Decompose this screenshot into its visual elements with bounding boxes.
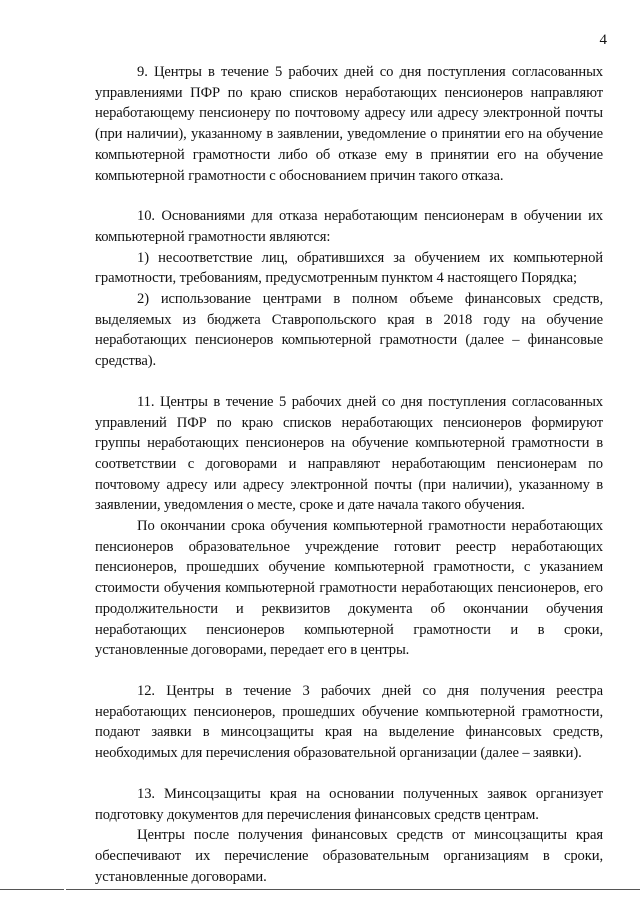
section-13 — [95, 784, 603, 888]
paragraph-9: 9. Центры в течение 5 рабочих дней со дня поступления согласованных управлениями ПФР по краю списков неработающих пенсионеров направляют неработающему пенсионеру по почтовому адресу или адресу электронной почты (при наличии), указанному в заявлении, уведомление о принятии его на обучение компьютерной грамотности либо об отказе ему в принятии его на обучение компьютерной грамотности с обоснованием причин такого отказа. — [95, 64, 603, 184]
paragraph-10-item-1: 1) несоответствие лиц, обратившихся за обучением их компьютерной грамотности, требованиям, предусмотренным пунктом 4 настоящего Порядка; — [95, 249, 603, 287]
section-9 — [95, 62, 603, 186]
section-11 — [95, 392, 603, 661]
section-10 — [95, 206, 603, 372]
paragraph-13-centers: Центры после получения финансовых средств от минсоцзащиты края обеспечивают их перечисление образовательным организациям в сроки, установленные договорами. — [95, 827, 603, 885]
document-body — [95, 62, 603, 887]
page-number: 4 — [599, 32, 607, 48]
section-gap — [95, 661, 603, 681]
footer-rule-left — [0, 889, 64, 890]
section-12 — [95, 681, 603, 764]
section-gap — [95, 372, 603, 392]
paragraph-12: 12. Центры в течение 3 рабочих дней со дня получения реестра неработающих пенсионеров, прошедших обучение компьютерной грамотности, подают заявки в минсоцзащиты края на выделение финансовых средств, необходимых для перечисления образовательной организации (далее – заявки). — [95, 682, 603, 762]
footer-rule-right — [66, 889, 640, 890]
paragraph-11: 11. Центры в течение 5 рабочих дней со дня поступления согласованных управлений ПФР по краю списков неработающих пенсионеров формируют группы неработающих пенсионеров на обучение компьютерной грамотности в соответствии с договорами и направляют неработающим пенсионерам по почтовому адресу или адресу электронной почты (при наличии), указанному в заявлении, уведомления о месте, сроке и дате начала такого обучения. — [95, 393, 603, 514]
paragraph-13: 13. Минсоцзащиты края на основании полученных заявок организует подготовку документов для перечисления финансовых средств центрам. — [95, 785, 603, 823]
paragraph-11-registry: По окончании срока обучения компьютерной грамотности неработающих пенсионеров образовательное учреждение готовит реестр неработающих пенсионеров, прошедших обучение компьютерной грамотности, с указанием стоимости обучения компьютерной грамотности неработающих пенсионеров, его продолжительности и реквизитов документа об окончании обучения неработающих пенсионеров компьютерной грамотности и в сроки, установленные договорами, передает его в центры. — [95, 518, 603, 659]
section-gap — [95, 764, 603, 784]
paragraph-10-intro: 10. Основаниями для отказа неработающим пенсионерам в обучении их компьютерной грамотности являются: — [95, 208, 603, 245]
section-gap — [95, 186, 603, 206]
paragraph-10-item-2: 2) использование центрами в полном объеме финансовых средств, выделяемых из бюджета Ставропольского края в 2018 году на обучение неработающих пенсионеров компьютерной грамотности (далее – финансовые средства). — [95, 291, 603, 370]
